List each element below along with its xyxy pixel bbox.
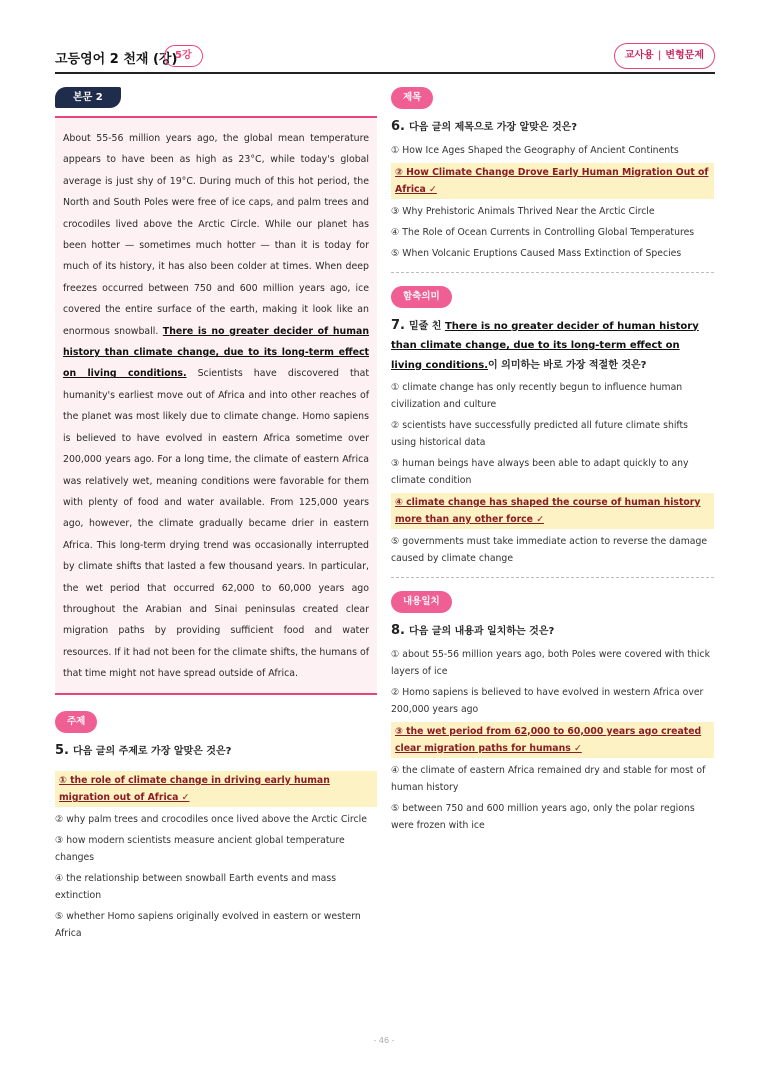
question-5-tag: 주제 [55, 711, 97, 733]
audience-badge [614, 43, 715, 69]
question-6-option-3: ③ Why Prehistoric Animals Thrived Near the Arctic Circle [391, 205, 655, 217]
question-8-option-5: ⑤ between 750 and 600 million years ago, only the polar regions were frozen with ice [391, 802, 695, 831]
question-8-prompt: 다음 글의 내용과 일치하는 것은? [408, 626, 555, 637]
question-6-option-4: ④ The Role of Ocean Currents in Controlling Global Temperatures [391, 226, 695, 238]
passage-text [55, 118, 377, 693]
question-5-heading [55, 741, 377, 762]
question-7-option-5: ⑤ governments must take immediate action to reverse the damage caused by climate change [391, 536, 708, 564]
question-5 [55, 709, 377, 943]
question-7-tag: 함축의미 [391, 286, 452, 308]
question-6-prompt: 다음 글의 제목으로 가장 알맞은 것은? [408, 122, 578, 133]
question-6-heading [391, 117, 714, 138]
passage-underlined-sentence: There is no greater decider of human history than climate change, due to its long-term effect on living conditions. [63, 325, 369, 380]
question-5-option-2: ② why palm trees and crocodiles once lived above the Arctic Circle [55, 814, 367, 826]
type-label: 변형문제 [665, 50, 704, 61]
question-8-number: 8. [391, 623, 405, 638]
passage-text-before: About 55-56 million years ago, the global mean temperature appears to have been as high as 23°C, while today's global average is just shy of 19°C. During much of this hot period, the North and South Poles were free of ice caps, and palm trees and crocodiles lived above the Arctic Circle. While our planet has been hotter — sometimes much hotter — than it is today for much of its history, it has also been colder at times. When deep freezes occurred between 750 and 600 million years ago, ice covered the entire surface of the earth, making it look like an enormous snowball. [63, 133, 369, 337]
question-6-option-1: ① How Ice Ages Shaped the Geography of Ancient Continents [391, 144, 679, 156]
question-7 [391, 284, 714, 568]
question-7-underlined-sentence: There is no greater decider of human history than climate change, due to its long-term effect on living conditions. [391, 320, 699, 371]
header-divider [55, 72, 715, 74]
question-8-option-3: ③ the wet period from 62,000 to 60,000 years ago created clear migration paths for humans ✓ [391, 722, 714, 758]
question-7-number: 7. [391, 317, 405, 333]
question-6 [391, 85, 714, 262]
question-8-option-2: ② Homo sapiens is believed to have evolved in western Africa over 200,000 years ago [391, 686, 704, 715]
badge-separator: | [657, 50, 662, 61]
audience-label: 교사용 [624, 50, 654, 61]
passage-badge: 본문 2 [55, 87, 121, 108]
question-6-option-5: ⑤ When Volcanic Eruptions Caused Mass Extinction of Species [391, 247, 682, 259]
question-5-option-5: ⑤ whether Homo sapiens originally evolved in eastern or western Africa [55, 911, 361, 940]
question-5-option-3: ③ how modern scientists measure ancient global temperature changes [55, 835, 345, 864]
question-7-option-2: ② scientists have successfully predicted all future climate shifts using historical data [391, 420, 689, 448]
question-5-option-4: ④ the relationship between snowball Earth events and mass extinction [55, 873, 337, 902]
question-7-option-3: ③ human beings have always been able to adapt quickly to any climate condition [391, 458, 689, 486]
question-8-option-1: ① about 55-56 million years ago, both Poles were covered with thick layers of ice [391, 648, 710, 677]
question-6-option-2: ② How Climate Change Drove Early Human Migration Out of Africa ✓ [391, 163, 714, 199]
page-header [55, 42, 715, 74]
question-7-heading [391, 316, 714, 376]
question-7-prefix: 밑줄 친 [408, 320, 445, 332]
question-divider [391, 577, 714, 578]
question-5-number: 5. [55, 742, 69, 758]
question-8-heading [391, 621, 714, 642]
lesson-badge: 5강 [164, 45, 203, 67]
question-8-tag: 내용일치 [391, 591, 452, 613]
question-divider [391, 272, 714, 273]
question-7-option-1: ① climate change has only recently begun to influence human civilization and culture [391, 382, 683, 410]
question-5-prompt: 다음 글의 주제로 가장 알맞은 것은? [72, 745, 232, 757]
right-column [391, 85, 714, 834]
page-number: - 46 - [373, 1036, 395, 1045]
question-6-number: 6. [391, 119, 405, 134]
question-7-option-4: ④ climate change has shaped the course of human history more than any other force ✓ [391, 493, 714, 529]
question-8-option-4: ④ the climate of eastern Africa remained dry and stable for most of human history [391, 764, 706, 793]
question-8 [391, 589, 714, 834]
passage-bottom-rule [55, 693, 377, 695]
passage-text-after: Scientists have discovered that humanity's earliest move out of Africa and into other reaches of the planet was most likely due to climate change. Homo sapiens is believed to have evolved in eastern Africa sometime over 200,000 years ago. For a long time, the climate of eastern Africa was relatively wet, meaning conditions were favorable for them with plenty of food and water available. From 125,000 years ago, however, the climate gradually became drier in eastern Africa. This long-term drying trend was occasionally interrupted by climate shifts that lasted a few thousand years. In particular, the wet period that occurred 62,000 to 60,000 years ago throughout the Arabian and Sinai peninsulas created clear migration paths by providing sufficient food and water resources. If it had not been for the climate shifts, the humans of that time might not have spread outside of Africa. [63, 368, 370, 680]
question-6-tag: 제목 [391, 87, 433, 109]
question-5-option-1: ① the role of climate change in driving early human migration out of Africa ✓ [55, 771, 377, 807]
book-title: 고등영어 2 천재 (강) [55, 52, 178, 67]
left-column [55, 85, 377, 942]
question-7-suffix: 이 의미하는 바로 가장 적절한 것은? [488, 359, 647, 371]
